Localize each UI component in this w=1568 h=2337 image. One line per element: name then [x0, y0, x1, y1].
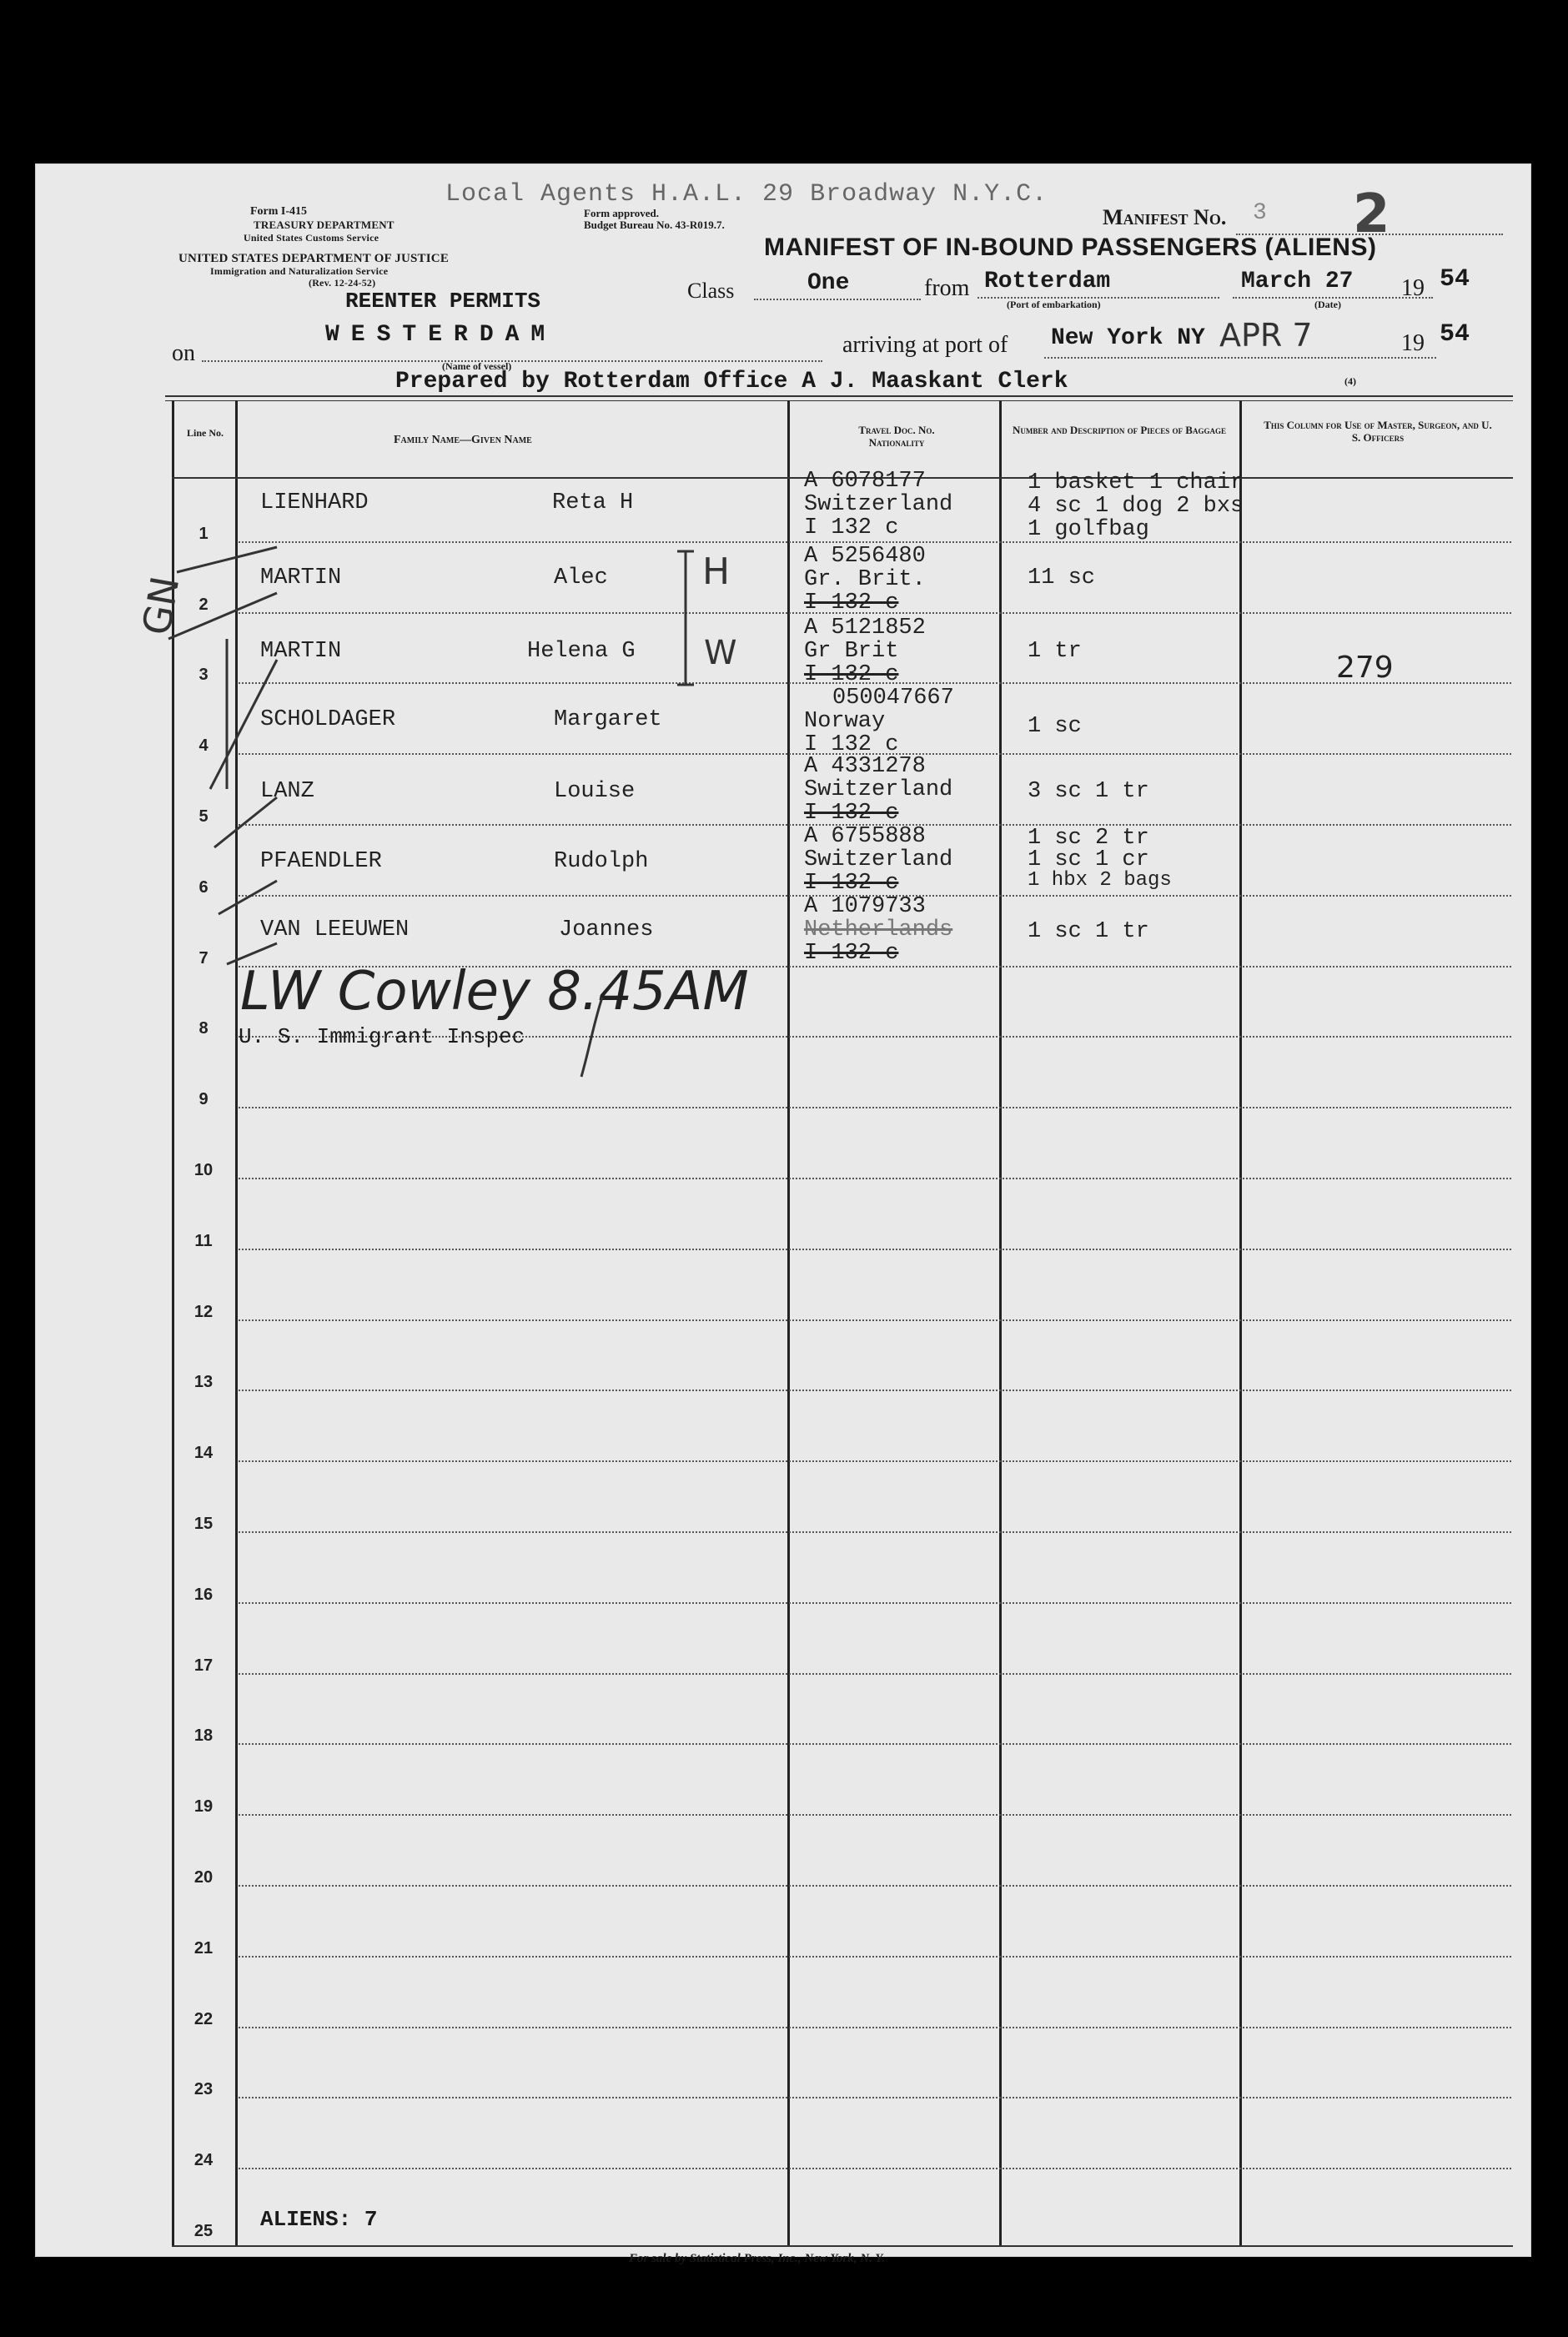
bracket-mark	[669, 547, 702, 689]
class-value: One	[807, 270, 850, 296]
header-rule	[165, 395, 1513, 397]
travel-doc-no: 050047667	[832, 686, 954, 711]
manifest-page	[35, 163, 1531, 2265]
line-number: 12	[193, 1302, 214, 1321]
baggage-line: 11 sc	[1028, 565, 1096, 591]
row-rule	[239, 1178, 1511, 1179]
row-rule	[239, 1885, 1511, 1887]
from-label: from	[924, 275, 970, 301]
line-number: 7	[199, 948, 209, 967]
year2-prefix: 19	[1401, 330, 1425, 356]
nationality: Gr Brit	[804, 639, 899, 664]
col-header-line-no: Line No.	[186, 427, 224, 439]
line-number: 9	[199, 1090, 209, 1109]
line-number: 8	[199, 1019, 209, 1038]
line-number: 3	[199, 666, 209, 685]
agent-line: Local Agents H.A.L. 29 Broadway N.Y.C.	[445, 180, 1048, 209]
col-divider-doc	[999, 400, 1002, 2245]
baggage-line: 4 sc 1 dog 2 bxs	[1028, 494, 1244, 519]
col-divider-name	[787, 400, 790, 2245]
line-number: 15	[193, 1515, 214, 1533]
travel-doc-no: A 4331278	[804, 754, 926, 779]
manifest-no-label: Manifest No.	[1103, 205, 1227, 229]
visa-class: I 132 c	[804, 591, 899, 616]
on-label: on	[172, 340, 195, 366]
signature-stroke	[569, 989, 619, 1081]
date-caption: (Date)	[1314, 299, 1341, 310]
family-name: MARTIN	[260, 639, 342, 664]
line-number: 13	[193, 1373, 214, 1392]
embarkation-port: Rotterdam	[984, 269, 1111, 294]
row-rule	[239, 2097, 1511, 2098]
baggage-line: 1 tr	[1028, 639, 1082, 664]
aliens-total: ALIENS: 7	[260, 2207, 378, 2232]
line-number: 21	[193, 1938, 214, 1958]
visa-class: I 132 c	[804, 515, 899, 540]
given-name: Alec	[554, 565, 608, 591]
row-rule	[239, 1319, 1511, 1321]
header-rule-2	[165, 400, 1513, 401]
nationality: Switzerland	[804, 492, 953, 517]
class-label: Class	[687, 279, 735, 303]
inspector-signature: LW Cowley 8.45AM	[240, 961, 749, 1023]
baggage-line: 1 hbx 2 bags	[1028, 869, 1172, 892]
arrival-date-stamp: APR 7	[1219, 317, 1313, 354]
line-number: 22	[193, 2009, 214, 2028]
arrival-port: New York NY	[1051, 325, 1205, 351]
visa-class: I 132 c	[804, 732, 899, 757]
row-rule	[239, 2027, 1511, 2028]
line-number: 10	[193, 1161, 214, 1179]
handwritten-gn: GN	[133, 573, 188, 639]
baggage-line: 1 sc 1 tr	[1028, 919, 1149, 944]
handwritten-w: W	[704, 634, 737, 672]
baggage-line: 1 basket 1 chair	[1028, 470, 1244, 495]
manifest-no-value: 3	[1253, 200, 1267, 226]
line-number: 5	[199, 807, 209, 826]
vessel-caption: (Name of vessel)	[442, 360, 512, 372]
visa-class: I 132 c	[804, 801, 899, 826]
revision: (Rev. 12-24-52)	[309, 277, 376, 289]
col-header-name: Family Name—Given Name	[394, 434, 532, 446]
customs-service: United States Customs Service	[244, 232, 379, 244]
given-name: Louise	[554, 779, 636, 804]
baggage-line: 1 sc 1 cr	[1028, 847, 1149, 872]
line-number: 24	[193, 2151, 214, 2170]
officer-number: 279	[1336, 651, 1394, 685]
departure-date: March 27	[1241, 269, 1354, 294]
given-name: Rudolph	[554, 849, 649, 874]
nationality: Gr. Brit.	[804, 567, 926, 592]
line-number: 19	[193, 1797, 214, 1817]
row-rule	[239, 1814, 1511, 1816]
col-header-baggage: Number and Description of Pieces of Baggage	[1013, 424, 1226, 436]
visa-class: I 132 c	[804, 941, 899, 966]
visa-class: I 132 c	[804, 662, 899, 687]
line-number: 1	[199, 524, 209, 543]
travel-doc-no: A 5256480	[804, 544, 926, 569]
row-rule	[239, 1107, 1511, 1108]
year2-value: 54	[1440, 320, 1470, 349]
printer-credit: For sale by Statistical Press, Inc., New York, N. Y.	[629, 2252, 886, 2265]
baggage-line: 3 sc 1 tr	[1028, 779, 1149, 804]
port-caption: (Port of embarkation)	[1007, 299, 1101, 310]
manifest-no-handwritten: 2	[1353, 183, 1390, 245]
col-header-officers: This Column for Use of Master, Surgeon, and U. S. Officers	[1264, 419, 1492, 444]
line-number: 20	[193, 1868, 214, 1887]
prepared-by: Prepared by Rotterdam Office A J. Maaskant Clerk	[395, 369, 1068, 395]
line-number: 17	[193, 1656, 214, 1675]
line-number: 18	[193, 1726, 214, 1746]
family-name: VAN LEEUWEN	[260, 917, 410, 942]
row-rule	[239, 1249, 1511, 1250]
given-name: Reta H	[552, 490, 634, 515]
family-name: SCHOLDAGER	[260, 707, 396, 732]
handwritten-h: H	[702, 550, 731, 593]
given-name: Joannes	[559, 917, 654, 942]
col-divider-baggage	[1239, 400, 1242, 2245]
row-rule	[239, 1743, 1511, 1745]
given-name: Margaret	[554, 707, 662, 732]
baggage-line: 1 sc	[1028, 714, 1082, 739]
family-name: LANZ	[260, 779, 314, 804]
class-line	[754, 299, 921, 300]
arriving-label: arriving at port of	[842, 332, 1008, 358]
line-number: 16	[193, 1585, 214, 1604]
nationality: Switzerland	[804, 777, 953, 802]
arrival-line	[1044, 357, 1436, 359]
nationality: Netherlands	[804, 917, 953, 942]
col-header-travel-doc: Travel Doc. No. Nationality	[858, 424, 935, 449]
family-name: PFAENDLER	[260, 849, 382, 874]
line-number: 23	[193, 2080, 214, 2099]
row-rule	[239, 541, 1511, 543]
inspector-title: U. S. Immigrant Inspec	[239, 1024, 525, 1049]
line-number: 4	[199, 736, 209, 756]
line-number: 6	[199, 877, 209, 897]
row-rule	[239, 1956, 1511, 1958]
row-rule	[239, 1602, 1511, 1604]
travel-doc-no: A 5121852	[804, 616, 926, 641]
vessel-name: WESTERDAM	[325, 322, 557, 348]
given-name: Helena G	[527, 639, 636, 664]
reentry-permits: REENTER PERMITS	[345, 289, 541, 314]
form-approved: Form approved.	[584, 207, 660, 219]
row-rule	[239, 1673, 1511, 1675]
treasury-dept: TREASURY DEPARTMENT	[254, 219, 395, 231]
line-number: 11	[194, 1231, 213, 1250]
family-name: LIENHARD	[260, 490, 369, 515]
row-rule	[239, 1390, 1511, 1391]
visa-class: I 132 c	[804, 871, 899, 896]
family-name: MARTIN	[260, 565, 342, 591]
justice-dept: UNITED STATES DEPARTMENT OF JUSTICE	[178, 252, 450, 265]
ins-service: Immigration and Naturalization Service	[210, 265, 389, 277]
form-id: Form I-415	[250, 205, 308, 218]
row-rule	[239, 1460, 1511, 1462]
year-prefix: 19	[1401, 275, 1425, 301]
travel-doc-no: A 6755888	[804, 824, 926, 849]
travel-doc-no: A 6078177	[804, 469, 926, 494]
form-title: MANIFEST OF IN-BOUND PASSENGERS (ALIENS)	[764, 234, 1377, 261]
line-number: 25	[193, 2222, 214, 2240]
line-number: 14	[193, 1444, 214, 1463]
row-rule	[239, 1531, 1511, 1533]
baggage-line: 1 sc 2 tr	[1028, 826, 1149, 851]
nationality: Norway	[804, 709, 886, 734]
column-note: (4)	[1344, 375, 1356, 387]
baggage-line: 1 golfbag	[1028, 517, 1149, 542]
table-bottom-rule	[172, 2245, 1513, 2247]
nationality: Switzerland	[804, 847, 953, 872]
travel-doc-no: A 1079733	[804, 894, 926, 919]
year-value: 54	[1440, 265, 1470, 294]
vessel-line	[202, 360, 822, 362]
line-number: 2	[199, 595, 209, 614]
row-rule	[239, 2168, 1511, 2169]
budget-bureau: Budget Bureau No. 43-R019.7.	[584, 219, 725, 231]
